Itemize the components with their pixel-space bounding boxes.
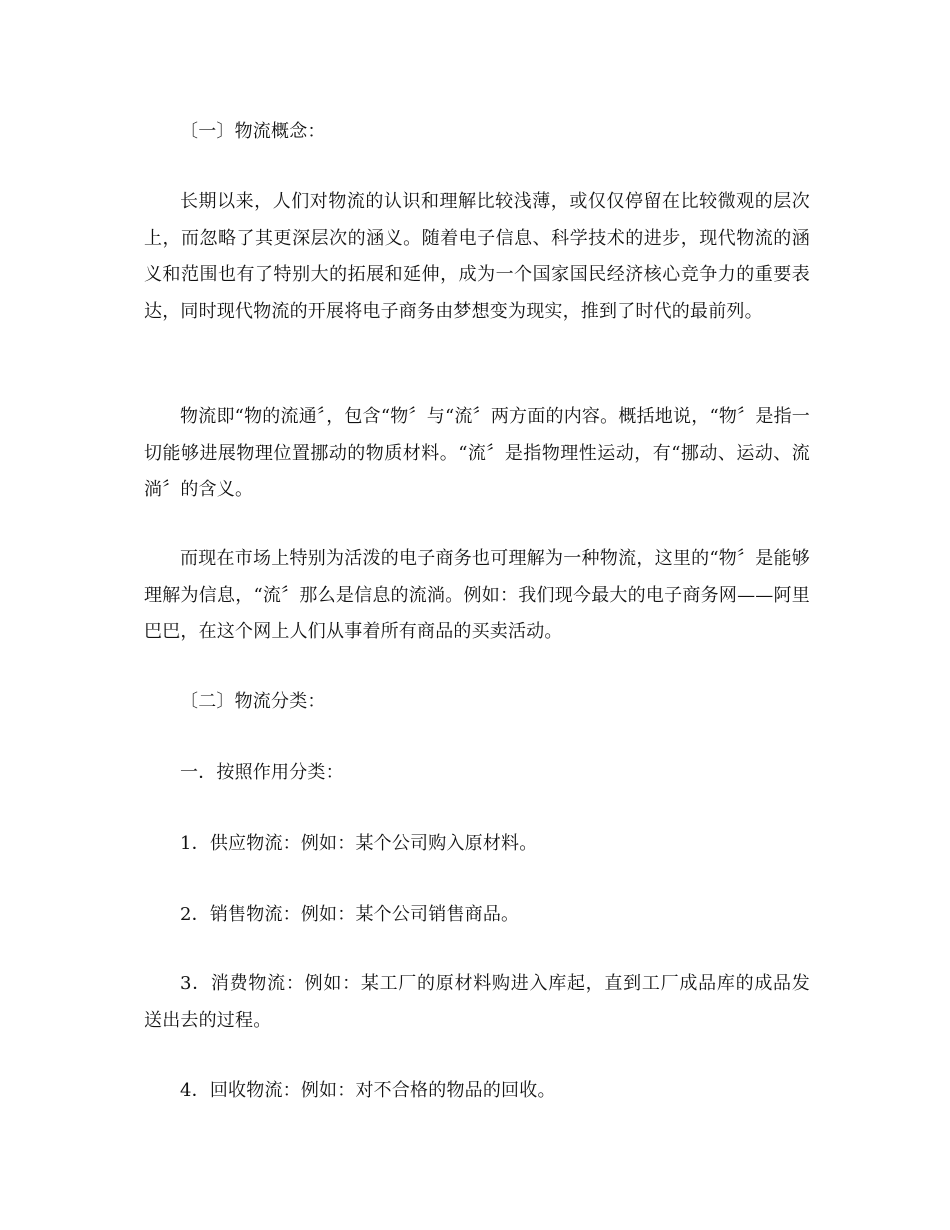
list-item-supply: 1．供应物流：例如：某个公司购入原材料。 (180, 833, 538, 854)
list-item-sales: 2．销售物流：例如：某个公司销售商品。 (180, 904, 520, 925)
list-item-recycling: 4．回收物流：例如：对不合格的物品的回收。 (180, 1080, 556, 1101)
subheading-by-function: 一．按照作用分类： (180, 762, 344, 783)
paragraph-ecommerce: 而现在市场上特别为活泼的电子商务也可理解为一种物流，这里的“物〞是能够理解为信息，“流〞那么是信息的流淌。例如：我们现今最大的电子商务网——阿里巴巴，在这个网上人们从事着所有商品的买卖活动。 (144, 548, 810, 642)
list-item-consumption: 3．消费物流：例如：某工厂的原材料购进入库起，直到工厂成品库的成品发送出去的过程。 (144, 973, 810, 1031)
section-heading-concept: 〔一〕物流概念： (180, 121, 326, 142)
paragraph-intro: 长期以来，人们对物流的认识和理解比较浅薄，或仅仅停留在比较微观的层次上，而忽略了其更深层次的涵义。随着电子信息、科学技术的进步，现代物流的涵义和范围也有了特别大的拓展和延伸，成为一个国家国民经济核心竞争力的重要表达，同时现代物流的开展将电子商务由梦想变为现实，推到了时代的最前列。 (144, 191, 810, 322)
section-heading-classification: 〔二〕物流分类： (180, 691, 326, 712)
paragraph-definition: 物流即“物的流通〞，包含“物〞与“流〞两方面的内容。概括地说，“物〞是指一切能够进展物理位置挪动的物质材料。“流〞是指物理性运动，有“挪动、运动、流淌〞的含义。 (144, 406, 810, 500)
